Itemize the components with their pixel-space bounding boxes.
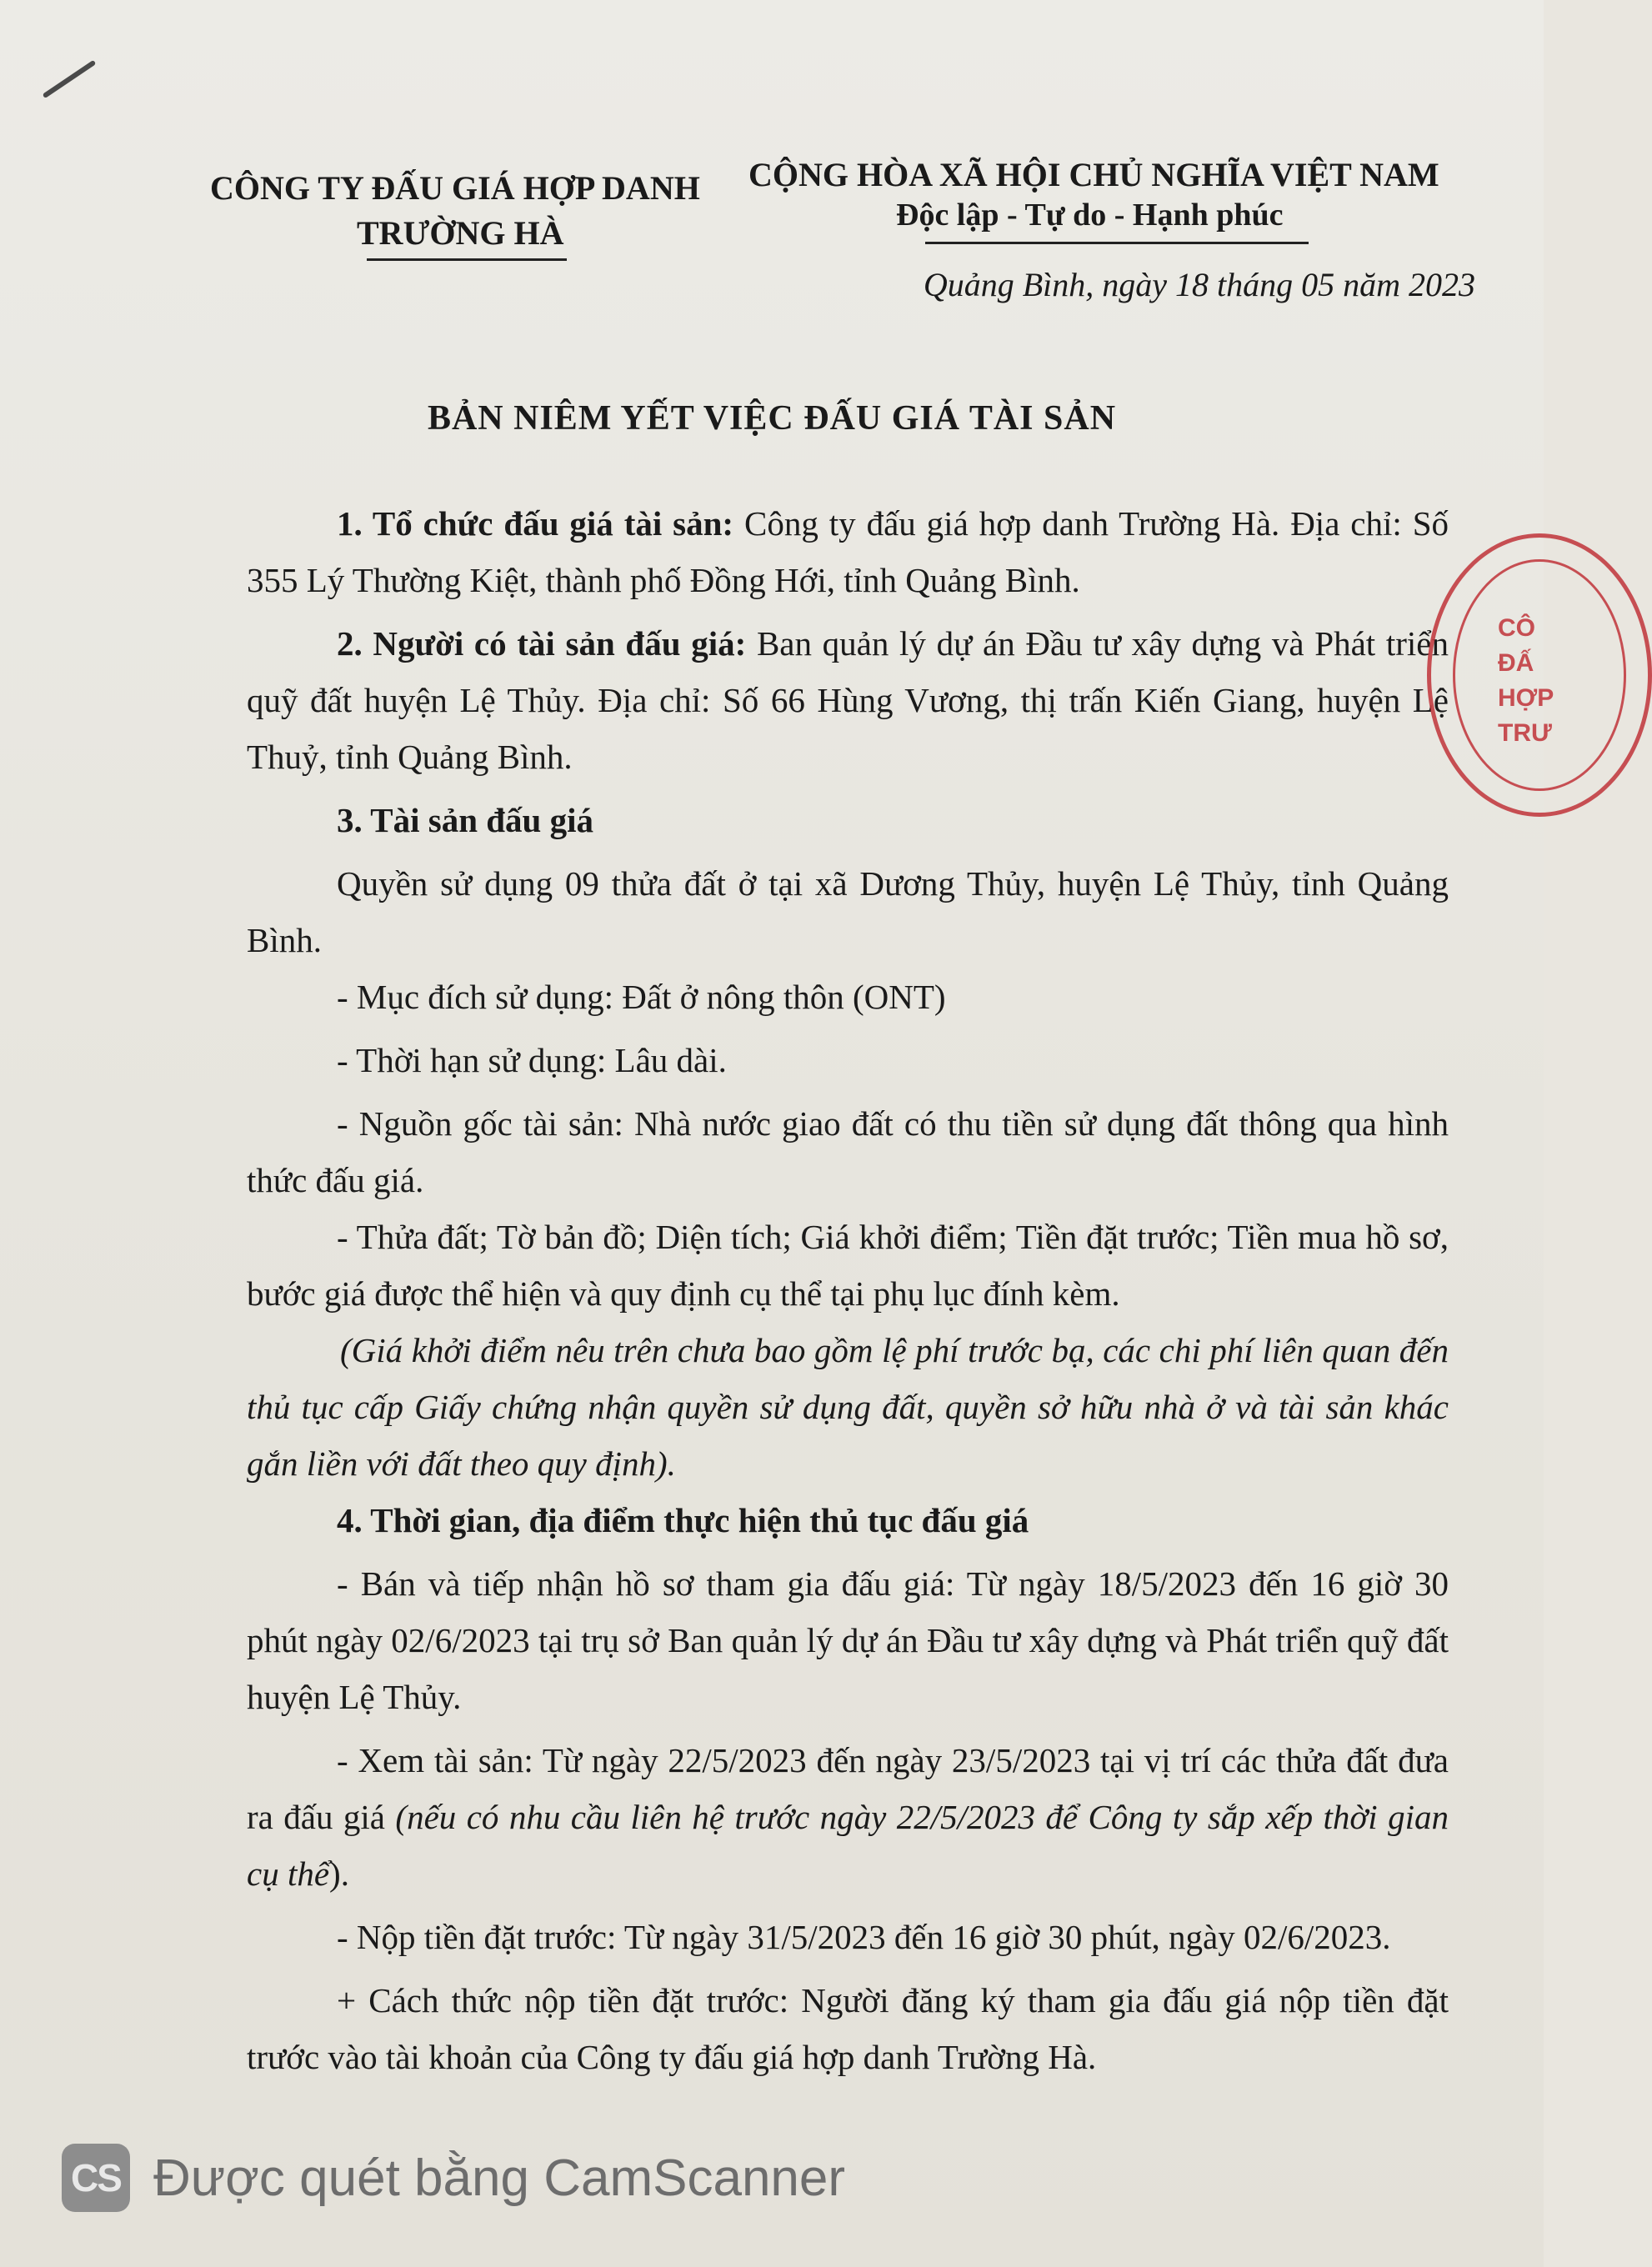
stamp-line: ĐẤ	[1498, 649, 1534, 677]
nation-title: CỘNG HÒA XÃ HỘI CHỦ NGHĨA VIỆT NAM	[748, 156, 1439, 193]
section-3-note: (Giá khởi điểm nêu trên chưa bao gồm lệ phí trước bạ, các chi phí liên quan đến thủ tục cấp Giấy chứng nhận quyền sử dụng đất, quyền sở hữu nhà ở và tài sản khác gắn liền với đất theo quy định).	[247, 1331, 1449, 1483]
stamp-text	[1498, 611, 1554, 751]
section-2-label: 2. Người có tài sản đấu giá:	[337, 624, 747, 663]
stamp-line: HỢP	[1498, 684, 1554, 712]
section-4-item-2	[247, 1732, 1449, 1902]
section-1-text: Công ty đấu giá hợp danh Trường Hà. Địa chỉ: Số 355 Lý Thường Kiệt, thành phố Đồng Hới, tỉnh Quảng Bình.	[247, 504, 1449, 599]
section-4-item-3: - Nộp tiền đặt trước: Từ ngày 31/5/2023 đến 16 giờ 30 phút, ngày 02/6/2023.	[337, 1918, 1391, 1956]
document-date: Quảng Bình, ngày 18 tháng 05 năm 2023	[923, 266, 1475, 303]
list-item: - Mục đích sử dụng: Đất ở nông thôn (ONT)	[337, 978, 946, 1016]
section-2	[247, 615, 1449, 785]
camscanner-text: Được quét bằng CamScanner	[153, 2149, 846, 2207]
section-4-label: 4. Thời gian, địa điểm thực hiện thủ tục đấu giá	[337, 1501, 1029, 1539]
red-seal-stamp	[1427, 533, 1652, 817]
camscanner-watermark	[62, 2144, 845, 2212]
stamp-line: TRƯ	[1498, 719, 1552, 747]
section-2-text: Ban quản lý dự án Đầu tư xây dựng và Phát triển quỹ đất huyện Lệ Thủy. Địa chỉ: Số 66 Hùng Vương, thị trấn Kiến Giang, huyện Lệ Thuỷ, tỉnh Quảng Bình.	[247, 624, 1449, 776]
section-1	[247, 495, 1449, 608]
section-4-item-1: - Bán và tiếp nhận hồ sơ tham gia đấu giá: Từ ngày 18/5/2023 đến 16 giờ 30 phút ngày 02/6/2023 tại trụ sở Ban quản lý dự án Đầu tư xây dựng và Phát triển quỹ đất huyện Lệ Thủy.	[247, 1564, 1449, 1716]
motto-underline	[925, 242, 1309, 244]
org-name-line2: TRƯỜNG HÀ	[357, 214, 564, 252]
list-item: - Thửa đất; Tờ bản đồ; Diện tích; Giá khởi điểm; Tiền đặt trước; Tiền mua hồ sơ, bước giá được thể hiện và quy định cụ thể tại phụ lục đính kèm.	[247, 1218, 1449, 1313]
section-3-label: 3. Tài sản đấu giá	[337, 801, 594, 839]
org-underline	[367, 258, 567, 261]
section-4-item-2-text: - Xem tài sản: Từ ngày 22/5/2023 đến ngày 23/5/2023 tại vị trí các thửa đất đưa ra đấu giá	[247, 1741, 1449, 1836]
nation-motto: Độc lập - Tự do - Hạnh phúc	[896, 198, 1284, 233]
stamp-line: CÔ	[1498, 614, 1535, 642]
section-4-item-2-note: (nếu có nhu cầu liên hệ trước ngày 22/5/2023 để Công ty sắp xếp thời gian cụ thể	[247, 1798, 1449, 1893]
camscanner-logo-icon: CS	[62, 2144, 130, 2212]
section-4-item-4: + Cách thức nộp tiền đặt trước: Người đăng ký tham gia đấu giá nộp tiền đặt trước vào tài khoản của Công ty đấu giá hợp danh Trường Hà.	[247, 1981, 1449, 2076]
document-body	[247, 495, 1449, 2085]
list-item: - Thời hạn sử dụng: Lâu dài.	[337, 1041, 727, 1079]
org-name-line1: CÔNG TY ĐẤU GIÁ HỢP DANH	[210, 169, 700, 207]
list-item: - Nguồn gốc tài sản: Nhà nước giao đất có thu tiền sử dụng đất thông qua hình thức đấu giá.	[247, 1104, 1449, 1199]
section-3-intro: Quyền sử dụng 09 thửa đất ở tại xã Dương Thủy, huyện Lệ Thủy, tỉnh Quảng Bình.	[247, 864, 1449, 959]
section-4-item-2-end: ).	[329, 1854, 349, 1893]
document-title: BẢN NIÊM YẾT VIỆC ĐẤU GIÁ TÀI SẢN	[427, 399, 1117, 438]
section-1-label: 1. Tổ chức đấu giá tài sản:	[337, 504, 734, 543]
pen-mark	[43, 60, 97, 98]
